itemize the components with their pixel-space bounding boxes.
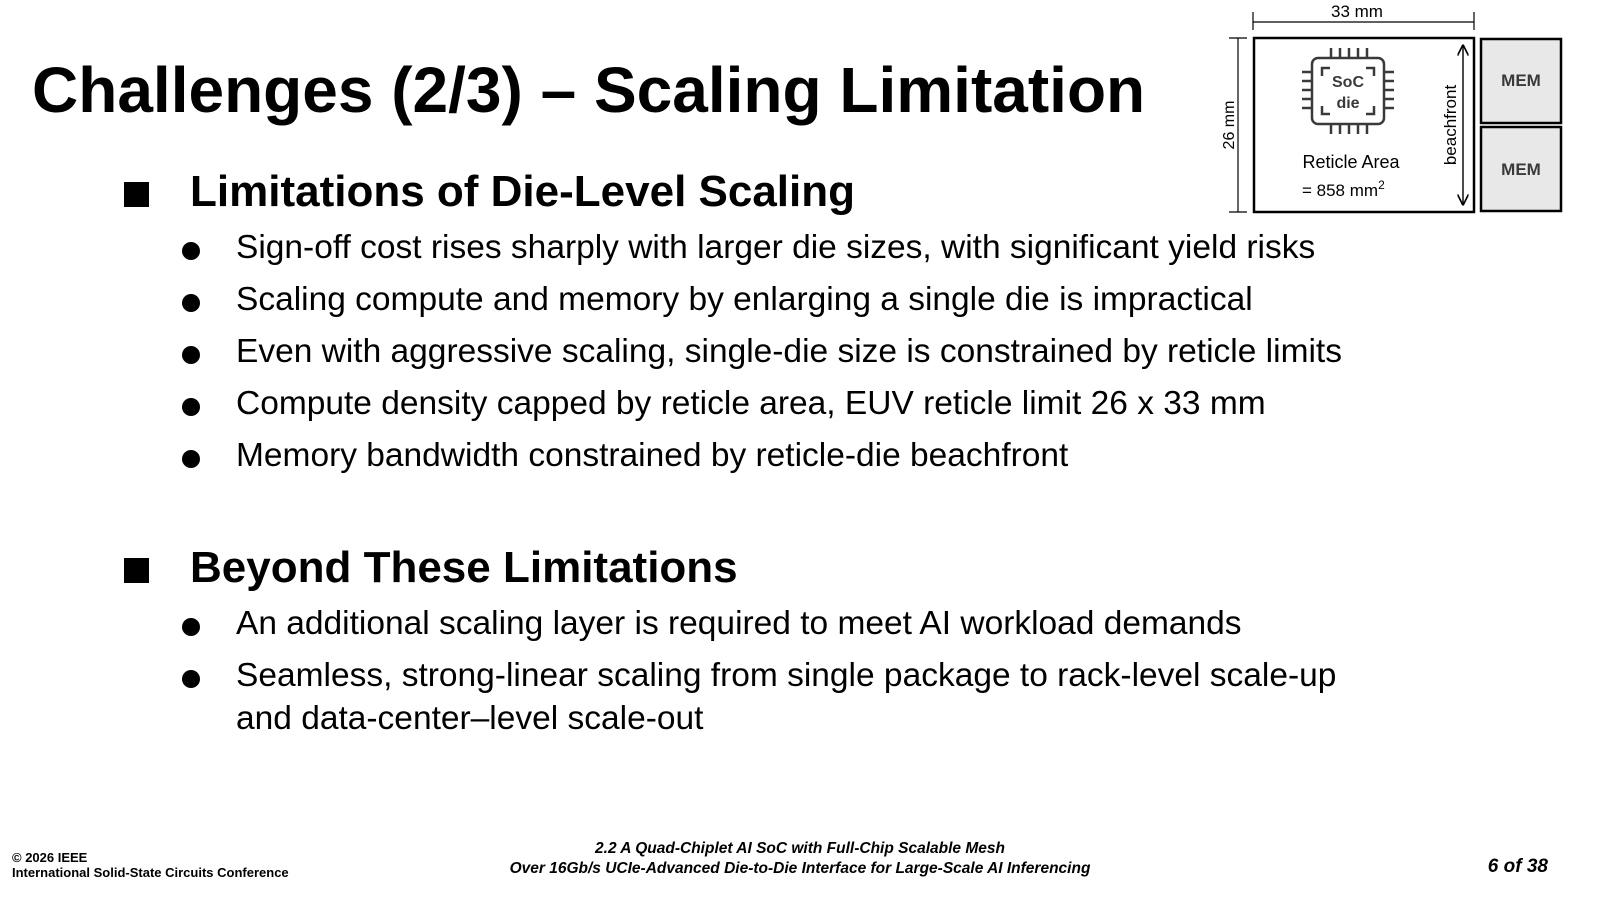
area-label: Reticle Area <box>1302 152 1400 172</box>
square-bullet-icon <box>124 182 149 207</box>
beachfront-label: beachfront <box>1441 84 1460 166</box>
section-beyond-limitations <box>124 543 1337 737</box>
area-value: = 858 mm <box>1302 181 1379 200</box>
section-heading <box>124 543 1336 592</box>
bullet-list <box>124 607 1336 735</box>
mem-label-top: MEM <box>1501 71 1541 90</box>
memory-block-bottom <box>1481 127 1561 211</box>
bullet-text: Compute density capped by reticle area, EUV reticle limit 26 x 33 mm <box>236 385 1266 422</box>
bullet-dot-icon <box>182 670 200 688</box>
footer-copyright: © 2026 IEEE <box>12 850 88 865</box>
chip-label-line2: die <box>1336 95 1360 112</box>
soc-chip-icon <box>1302 48 1394 134</box>
bullet-text-continued: and data-center–level scale-out <box>236 699 704 737</box>
bullet-dot-icon <box>182 294 200 312</box>
footer-paper-line1: 2.2 A Quad-Chiplet AI SoC with Full-Chip Scalable Mesh <box>595 840 1005 857</box>
square-bullet-icon <box>124 558 149 583</box>
bullet-dot-icon <box>182 242 200 260</box>
bullet-dot-icon <box>182 618 200 636</box>
bullet-text: Scaling compute and memory by enlarging a single die is impractical <box>236 281 1253 318</box>
mem-label-bottom: MEM <box>1501 160 1541 179</box>
bullet-text: Even with aggressive scaling, single-die size is constrained by reticle limits <box>236 333 1342 370</box>
bullet-text: An additional scaling layer is required to meet AI workload demands <box>236 605 1242 642</box>
footer-paper-title <box>430 839 1170 879</box>
footer-conference: International Solid-State Circuits Conference <box>12 865 289 880</box>
area-value-text <box>1302 178 1385 200</box>
bullet-item <box>124 283 1342 335</box>
bullet-list <box>124 231 1342 491</box>
bullet-text: Sign-off cost rises sharply with larger die sizes, with significant yield risks <box>236 229 1316 266</box>
section-heading-text: Limitations of Die-Level Scaling <box>190 167 856 216</box>
section-heading <box>124 167 1342 216</box>
width-label: 33 mm <box>1331 2 1383 21</box>
reticle-diagram <box>1200 0 1570 222</box>
bullet-item <box>124 335 1342 387</box>
bullet-item <box>124 659 1336 735</box>
footer-copyright-block <box>12 850 289 880</box>
bullet-item <box>124 231 1342 283</box>
bullet-item <box>124 387 1342 439</box>
width-dimension <box>1253 2 1474 30</box>
memory-block-top <box>1481 39 1561 123</box>
height-dimension <box>1221 38 1247 212</box>
section-die-level-scaling <box>124 167 1342 491</box>
section-heading-text: Beyond These Limitations <box>190 543 738 592</box>
slide-title: Challenges (2/3) – Scaling Limitation <box>32 54 1146 126</box>
page-number: 6 of 38 <box>1487 856 1548 877</box>
bullet-dot-icon <box>182 398 200 416</box>
bullet-dot-icon <box>182 346 200 364</box>
footer-paper-line2: Over 16Gb/s UCIe-Advanced Die-to-Die Interface for Large-Scale AI Inferencing <box>509 860 1091 877</box>
bullet-item <box>124 607 1336 659</box>
bullet-text: Memory bandwidth constrained by reticle-die beachfront <box>236 437 1069 474</box>
bullet-text: Seamless, strong-linear scaling from single package to rack-level scale-up <box>236 657 1337 694</box>
height-label: 26 mm <box>1221 100 1238 150</box>
chip-label-line1: SoC <box>1332 74 1364 91</box>
bullet-dot-icon <box>182 450 200 468</box>
area-exponent: 2 <box>1378 178 1385 192</box>
bullet-item <box>124 439 1342 491</box>
